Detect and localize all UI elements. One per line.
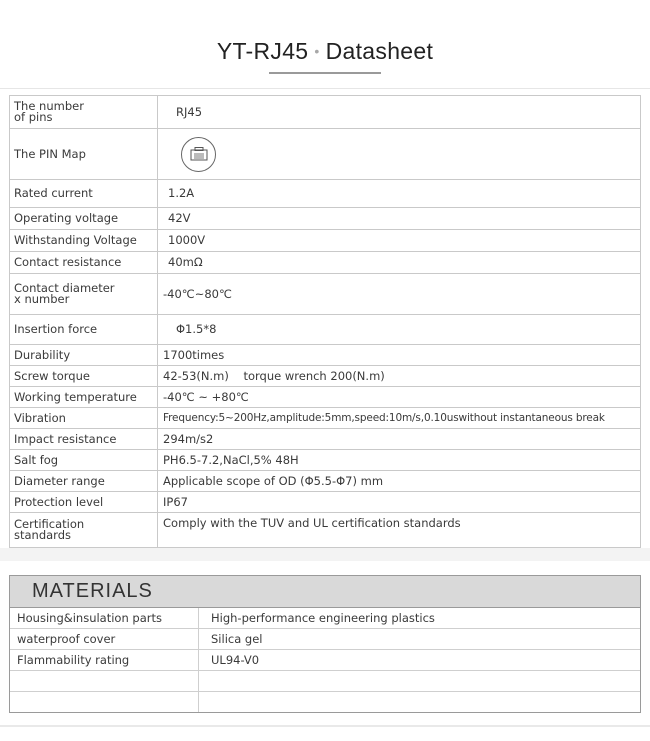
spec-row — [10, 96, 641, 129]
spec-row — [10, 387, 641, 408]
spec-row — [10, 471, 641, 492]
title-label: Datasheet — [325, 38, 434, 64]
spec-row — [10, 252, 641, 274]
materials-value: UL94-V0 — [199, 650, 641, 671]
divider — [0, 725, 650, 727]
spec-row — [10, 129, 641, 180]
spec-row — [10, 274, 641, 315]
materials-value — [199, 692, 641, 713]
spec-key: Certification standards — [10, 513, 158, 548]
spec-value: Applicable scope of OD (Φ5.5-Φ7) mm — [158, 471, 641, 492]
spec-key: Rated current — [10, 180, 158, 208]
spec-value: 1000V — [158, 230, 641, 252]
materials-key: Housing&insulation parts — [10, 608, 199, 629]
spec-value — [158, 129, 641, 180]
spec-row — [10, 315, 641, 345]
spec-key: Impact resistance — [10, 429, 158, 450]
materials-value: High-performance engineering plastics — [199, 608, 641, 629]
materials-table — [10, 608, 640, 712]
materials-section — [9, 575, 641, 713]
spec-key: The number of pins — [10, 96, 158, 129]
divider — [0, 88, 650, 89]
spec-value: 40mΩ — [158, 252, 641, 274]
spec-key: Insertion force — [10, 315, 158, 345]
spec-key: Operating voltage — [10, 208, 158, 230]
spec-table — [9, 95, 641, 548]
spec-key: Withstanding Voltage — [10, 230, 158, 252]
spec-value: Frequency:5~200Hz,amplitude:5mm,speed:10m/s,0.10uswithout instantaneous break — [158, 408, 641, 429]
spec-key: Salt fog — [10, 450, 158, 471]
materials-key — [10, 671, 199, 692]
spec-row — [10, 180, 641, 208]
spec-key: Vibration — [10, 408, 158, 429]
spec-row — [10, 366, 641, 387]
spec-value: PH6.5-7.2,NaCl,5% 48H — [158, 450, 641, 471]
spec-value: 1.2A — [158, 180, 641, 208]
spec-key: Diameter range — [10, 471, 158, 492]
spec-key: Working temperature — [10, 387, 158, 408]
materials-value: Silica gel — [199, 629, 641, 650]
rj45-port-icon — [181, 137, 216, 172]
spec-value: Comply with the TUV and UL certification standards — [158, 513, 641, 548]
spec-row — [10, 345, 641, 366]
spec-row — [10, 408, 641, 429]
materials-key: waterproof cover — [10, 629, 199, 650]
spec-row — [10, 513, 641, 548]
spec-value: 294m/s2 — [158, 429, 641, 450]
materials-row — [10, 650, 640, 671]
materials-row — [10, 608, 640, 629]
spec-key: Contact resistance — [10, 252, 158, 274]
spec-row — [10, 450, 641, 471]
materials-heading: MATERIALS — [10, 576, 640, 608]
materials-row — [10, 671, 640, 692]
spec-value: -40℃ ~ +80℃ — [158, 387, 641, 408]
spec-key: Durability — [10, 345, 158, 366]
page-title — [0, 38, 650, 65]
spec-row — [10, 208, 641, 230]
materials-row — [10, 692, 640, 713]
materials-key — [10, 692, 199, 713]
materials-row — [10, 629, 640, 650]
spec-value: 42V — [158, 208, 641, 230]
spec-key: Screw torque — [10, 366, 158, 387]
spec-value: -40℃~80℃ — [158, 274, 641, 315]
spec-key: The PIN Map — [10, 129, 158, 180]
spec-key: Contact diameter x number — [10, 274, 158, 315]
spec-value: 1700times — [158, 345, 641, 366]
section-separator — [0, 548, 650, 561]
spec-value: RJ45 — [158, 96, 641, 129]
spec-row — [10, 492, 641, 513]
title-underline — [269, 72, 381, 74]
spec-value: 42-53(N.m) torque wrench 200(N.m) — [158, 366, 641, 387]
spec-row — [10, 230, 641, 252]
title-separator: • — [314, 43, 320, 59]
spec-key: Protection level — [10, 492, 158, 513]
spec-value: IP67 — [158, 492, 641, 513]
product-name: YT-RJ45 — [216, 38, 309, 64]
spec-value: Φ1.5*8 — [158, 315, 641, 345]
spec-row — [10, 429, 641, 450]
materials-value — [199, 671, 641, 692]
materials-key: Flammability rating — [10, 650, 199, 671]
